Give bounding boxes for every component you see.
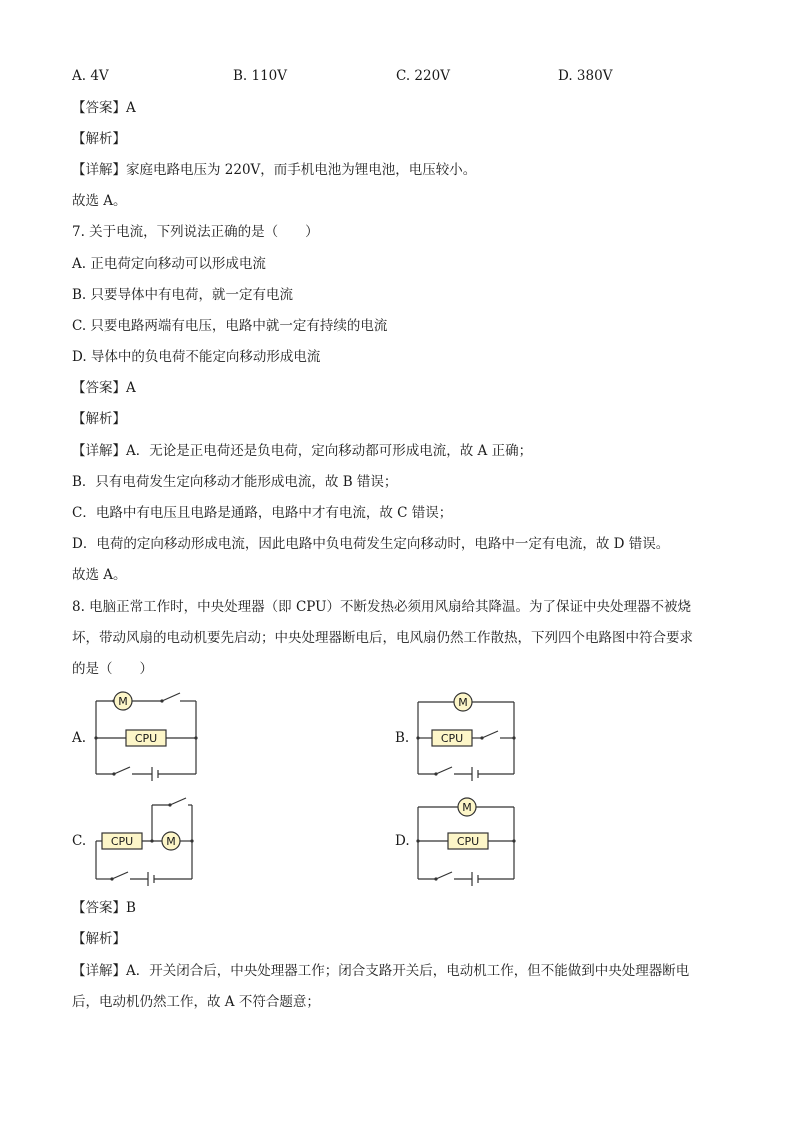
q7-detail-d: D．电荷的定向移动形成电流，因此电路中负电荷发生定向移动时，电路中一定有电流，故 D 错误。 bbox=[72, 536, 670, 552]
q6-analysis-heading: 【解析】 bbox=[72, 131, 126, 147]
q8-answer: 【答案】B bbox=[72, 900, 136, 916]
q8-stem-line-2: 坏，带动风扇的电动机要先启动；中央处理器断电后，电风扇仍然工作散热，下列四个电路图中符合要求 bbox=[72, 630, 693, 646]
q7-detail-b: B．只有电荷发生定向移动才能形成电流，故 B 错误； bbox=[72, 474, 398, 490]
q6-option-b: B. 110V bbox=[233, 68, 288, 84]
q7-option-b: B. 只要导体中有电荷，就一定有电流 bbox=[72, 287, 294, 303]
q7-option-a: A. 正电荷定向移动可以形成电流 bbox=[72, 256, 266, 272]
q7-conclusion: 故选 A。 bbox=[72, 567, 127, 583]
q6-option-a: A. 4V bbox=[72, 68, 109, 84]
q7-option-d: D. 导体中的负电荷不能定向移动形成电流 bbox=[72, 349, 321, 365]
diagram-d-label: D. bbox=[395, 833, 410, 849]
q7-option-c: C. 只要电路两端有电压，电路中就一定有持续的电流 bbox=[72, 318, 388, 334]
cpu-label: CPU bbox=[440, 732, 464, 745]
q7-detail-a: 【详解】A．无论是正电荷还是负电荷，定向移动都可形成电流，故 A 正确； bbox=[72, 443, 533, 459]
q8-analysis-heading: 【解析】 bbox=[72, 931, 126, 947]
motor-label: M bbox=[458, 696, 468, 709]
cpu-label: CPU bbox=[134, 732, 158, 745]
circuit-diagram-b bbox=[410, 690, 530, 785]
q7-analysis-heading: 【解析】 bbox=[72, 411, 126, 427]
q6-detail: 【详解】家庭电路电压为 220V，而手机电池为锂电池，电压较小。 bbox=[72, 162, 477, 178]
cpu-label: CPU bbox=[456, 835, 480, 848]
q8-detail-line-1: 【详解】A．开关闭合后，中央处理器工作；闭合支路开关后，电动机工作，但不能做到中央处理器断电 bbox=[72, 963, 690, 979]
q8-stem-line-3: 的是（ ） bbox=[72, 661, 153, 677]
diagram-a-label: A. bbox=[72, 730, 87, 746]
circuit-diagram-a bbox=[88, 685, 208, 785]
q8-detail-line-2: 后，电动机仍然工作，故 A 不符合题意； bbox=[72, 994, 320, 1010]
diagram-c-label: C. bbox=[72, 833, 87, 849]
q6-option-d: D. 380V bbox=[558, 68, 613, 84]
q6-conclusion: 故选 A。 bbox=[72, 193, 127, 209]
cpu-label: CPU bbox=[110, 835, 134, 848]
motor-label: M bbox=[462, 801, 472, 814]
q6-answer: 【答案】A bbox=[72, 100, 136, 116]
circuit-diagram-d bbox=[410, 795, 530, 890]
q8-stem-line-1: 8. 电脑正常工作时，中央处理器（即 CPU）不断发热必须用风扇给其降温。为了保证中央处理器不被烧 bbox=[72, 599, 692, 615]
diagram-b-label: B. bbox=[395, 730, 410, 746]
q7-answer: 【答案】A bbox=[72, 380, 136, 396]
circuit-diagram-c bbox=[88, 795, 208, 890]
q7-detail-c: C．电路中有电压且电路是通路，电路中才有电流，故 C 错误； bbox=[72, 505, 453, 521]
q7-stem: 7. 关于电流，下列说法正确的是（ ） bbox=[72, 224, 319, 240]
q6-option-c: C. 220V bbox=[396, 68, 450, 84]
motor-label: M bbox=[166, 835, 176, 848]
motor-label: M bbox=[118, 695, 128, 708]
